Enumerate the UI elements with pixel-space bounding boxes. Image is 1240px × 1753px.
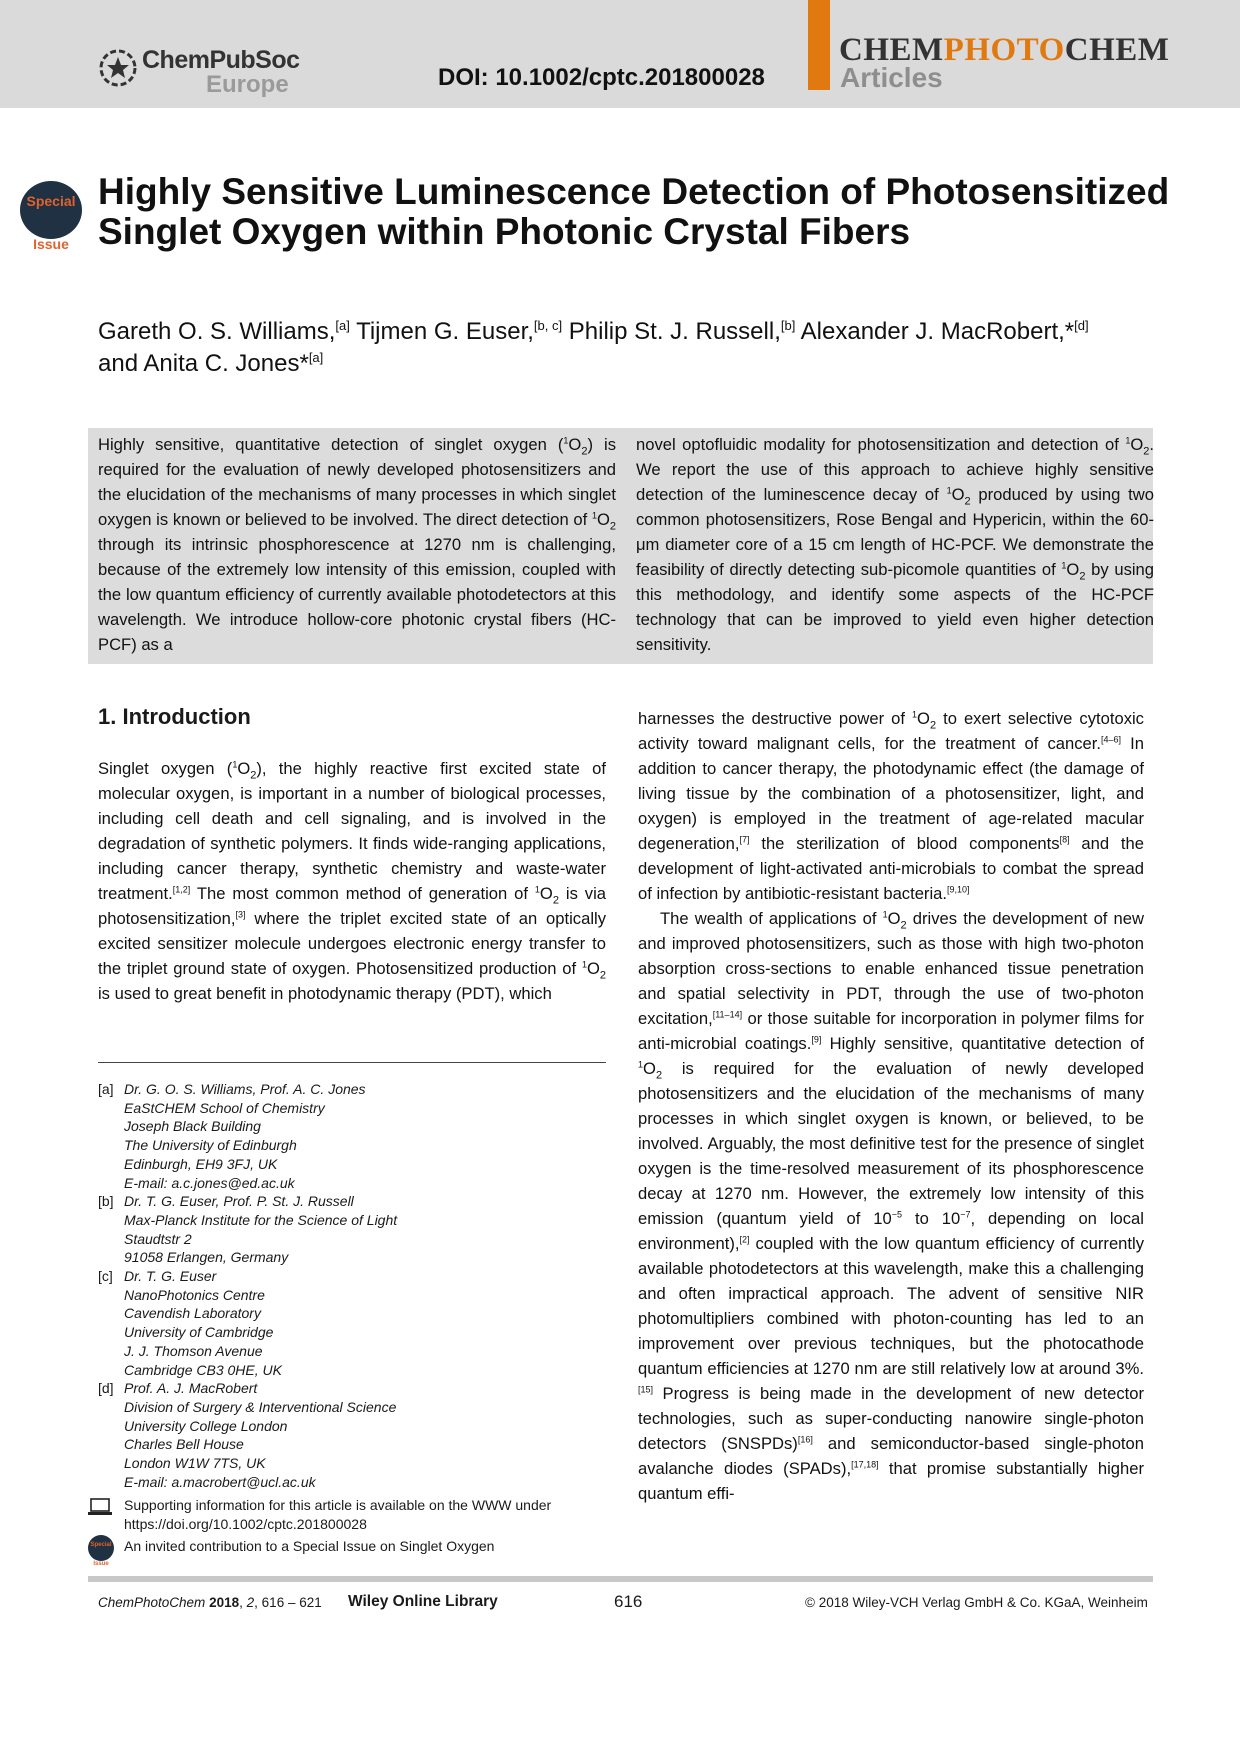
affiliation-line: E-mail: a.macrobert@ucl.ac.uk	[124, 1473, 316, 1490]
affiliation-line: 91058 Erlangen, Germany	[124, 1249, 289, 1266]
special-issue-badge-icon: Special Issue	[20, 181, 82, 239]
computer-icon	[88, 1498, 112, 1516]
affiliation-label: [c]	[98, 1268, 113, 1285]
affiliation-entry	[98, 1379, 606, 1491]
affiliation-line: University of Cambridge	[124, 1324, 274, 1341]
journal-accent-bar	[808, 0, 830, 90]
intro-paragraph-2: harnesses the destructive power of $^1O_2$ to exert selective cytotoxic activity toward malignant cells, for the treatment of cancer.[4–6] In addition to cancer therapy, the photodynamic effect (the damage of living tissue by the combination of a photosensitizer, light, and oxygen) is employed in the treatment of age-related macular degeneration,[7] the sterilization of blood components[8] and the development of light-activated anti-microbials to combat the spread of infection by antibiotic-resistant bacteria.[9,10]	[638, 709, 1144, 903]
affiliation-line: Edinburgh, EH9 3FJ, UK	[124, 1155, 278, 1172]
affiliation-label: [d]	[98, 1380, 114, 1397]
publisher-logo	[98, 44, 300, 100]
affiliation-line: Division of Surgery & Interventional Science	[124, 1398, 397, 1415]
affiliation-line: J. J. Thomson Avenue	[124, 1342, 263, 1359]
affiliation-entry	[98, 1267, 606, 1379]
affiliation-line: Max-Planck Institute for the Science of Light	[124, 1211, 398, 1228]
affiliation-line: Joseph Black Building	[124, 1118, 261, 1135]
affiliation-line: Dr. T. G. Euser	[124, 1268, 217, 1285]
chempubsoc-logo-icon	[98, 48, 138, 88]
affiliation-line: London W1W 7TS, UK	[124, 1455, 266, 1472]
affiliation-line: Cavendish Laboratory	[124, 1305, 261, 1322]
affiliation-line: Prof. A. J. MacRobert	[124, 1380, 258, 1397]
journal-name: CHEMPHOTOCHEM	[839, 32, 1170, 68]
special-issue-small-icon: Special Issue	[88, 1535, 114, 1561]
publisher-region: Europe	[206, 71, 289, 98]
author-affiliation-mark: [b]	[780, 318, 796, 333]
abstract-left-column: Highly sensitive, quantitative detection of singlet oxygen $(^1O_2)$ is required for the evaluation of newly developed photosensitizers and the elucidation of the mechanisms of many processes in which singlet oxygen is known or believed to be involved. The direct detection of $^1O_2$ through its intrinsic phosphorescence at 1270 nm is challenging, because of the extremely low intensity of this emission, coupled with the low quantum efficiency of currently available photodetectors at this wavelength. We introduce hollow-core photonic crystal fibers (HC-PCF) as a	[98, 435, 616, 654]
article-title: Highly Sensitive Luminescence Detection of Photosensitized Singlet Oxygen within Photonic Crystal Fibers	[98, 171, 1170, 252]
affiliation-label: [b]	[98, 1193, 114, 1210]
page-number: 616	[614, 1592, 643, 1611]
doi-label: DOI: 10.1002/cptc.201800028	[438, 64, 765, 91]
affiliation-line: University College London	[124, 1417, 288, 1434]
affiliation-entry	[98, 1192, 606, 1267]
wiley-online-library-link[interactable]: Wiley Online Library	[348, 1593, 498, 1610]
affiliation-entry	[98, 1080, 606, 1192]
author-affiliation-mark: [a]	[335, 318, 350, 333]
author-affiliation-mark: [d]	[1074, 318, 1089, 333]
invited-contribution-text: An invited contribution to a Special Issue on Singlet Oxygen	[124, 1538, 495, 1554]
affiliation-line: Cambridge CB3 0HE, UK	[124, 1361, 282, 1378]
affiliation-line: EaStCHEM School of Chemistry	[124, 1099, 325, 1116]
intro-paragraph-3: The wealth of applications of $^1O_2$ drives the development of new and improved photosensitizers, such as those with high two-photon absorption cross-sections to enable enhanced tissue penetration and spatial selectivity in PDT, through the use of two-photon excitation,[11–14] or those suitable for incorporation in polymer films for anti-microbial coatings.[9] Highly sensitive, quantitative detection of $^1O_2$ is required for the evaluation of newly developed photosensitizers and the elucidation of the mechanisms of many processes in which singlet oxygen is known, or believed, to be involved. Arguably, the most definitive test for the presence of singlet oxygen is the time-resolved measurement of its phosphorescence decay at 1270 nm. However, the extremely low intensity of this emission (quantum yield of $10^{-5}$ to $10^{-7}$, depending on local environment),[2] coupled with the low quantum efficiency of currently available photodetectors at this wavelength, make this a challenging and often impractical approach. The advent of sensitive NIR photomultipliers combined with photon-counting has led to an improvement over previous techniques, but the photocathode quantum efficiencies at 1270 nm are still relatively low at around 3%.[15] Progress is being made in the development of new detector technologies, such as super-conducting nanowire single-photon detectors (SNSPDs)[16] and semiconductor-based single-photon avalanche diodes (SPADs),[17,18] that promise substantially higher quantum effi-	[638, 909, 1144, 1503]
author-name: Philip St. J. Russell,	[568, 318, 781, 345]
intro-left-column	[98, 756, 606, 1006]
publisher-name: ChemPubSoc	[142, 46, 300, 74]
author-name: and Anita C. Jones*	[98, 350, 309, 377]
affiliation-line: Dr. G. O. S. Williams, Prof. A. C. Jones	[124, 1081, 366, 1097]
affiliation-line: The University of Edinburgh	[124, 1137, 297, 1154]
intro-right-column	[638, 706, 1144, 1506]
footer-rule	[88, 1576, 1153, 1582]
article-section: Articles	[840, 62, 943, 93]
footnote-divider	[98, 1062, 606, 1063]
affiliation-footnotes	[98, 1080, 606, 1491]
affiliation-line: Charles Bell House	[124, 1436, 244, 1453]
affiliation-label: [a]	[98, 1081, 114, 1097]
author-affiliation-mark: [a]	[308, 350, 324, 365]
supporting-info-text: Supporting information for this article is available on the WWW under https://doi.org/10.1002/cptc.201800028	[124, 1497, 552, 1532]
affiliation-line: E-mail: a.c.jones@ed.ac.uk	[124, 1174, 295, 1191]
author-list	[98, 316, 1178, 380]
author-name: Tijmen G. Euser,	[356, 318, 534, 345]
intro-paragraph-1: Singlet oxygen $(^1O_2)$, the highly reactive first excited state of molecular oxygen, is important in a number of biological processes, including cell death and cell signaling, and is involved in the degradation of synthetic polymers. It finds wide-ranging applications, including cancer therapy, synthetic chemistry and waste-water treatment.[1,2] The most common method of generation of $^1O_2$ is via photosensitization,[3] where the triplet excited state of an optically excited sensitizer molecule undergoes electronic energy transfer to the triplet ground state of oxygen. Photosensitized production of $^1O_2$ is used to great benefit in photodynamic therapy (PDT), which	[98, 759, 606, 1003]
abstract-right-column: novel optofluidic modality for photosensitization and detection of $^1O_2$. We report the use of this approach to achieve highly sensitive detection of the luminescence decay of $^1O_2$ produced by using two common photosensitizers, Rose Bengal and Hypericin, within the 60-μm diameter core of a 15 cm length of HC-PCF. We demonstrate the feasibility of directly detecting sub-picomole quantities of $^1O_2$ by using this methodology, and identify some aspects of the HC-PCF technology that can be improved to yield even higher detection sensitivity.	[636, 435, 1155, 654]
citation-line: ChemPhotoChem 2018, 2, 616 – 621	[98, 1595, 322, 1610]
author-name: Alexander J. MacRobert,*	[800, 318, 1075, 345]
affiliation-line: Dr. T. G. Euser, Prof. P. St. J. Russell	[124, 1193, 354, 1210]
section-heading: 1. Introduction	[98, 704, 251, 729]
affiliation-line: Staudtstr 2	[124, 1230, 192, 1247]
copyright: © 2018 Wiley-VCH Verlag GmbH & Co. KGaA, Weinheim	[805, 1595, 1148, 1610]
author-affiliation-mark: [b, c]	[533, 318, 563, 333]
affiliation-line: NanoPhotonics Centre	[124, 1286, 265, 1303]
author-name: Gareth O. S. Williams,	[98, 318, 336, 345]
